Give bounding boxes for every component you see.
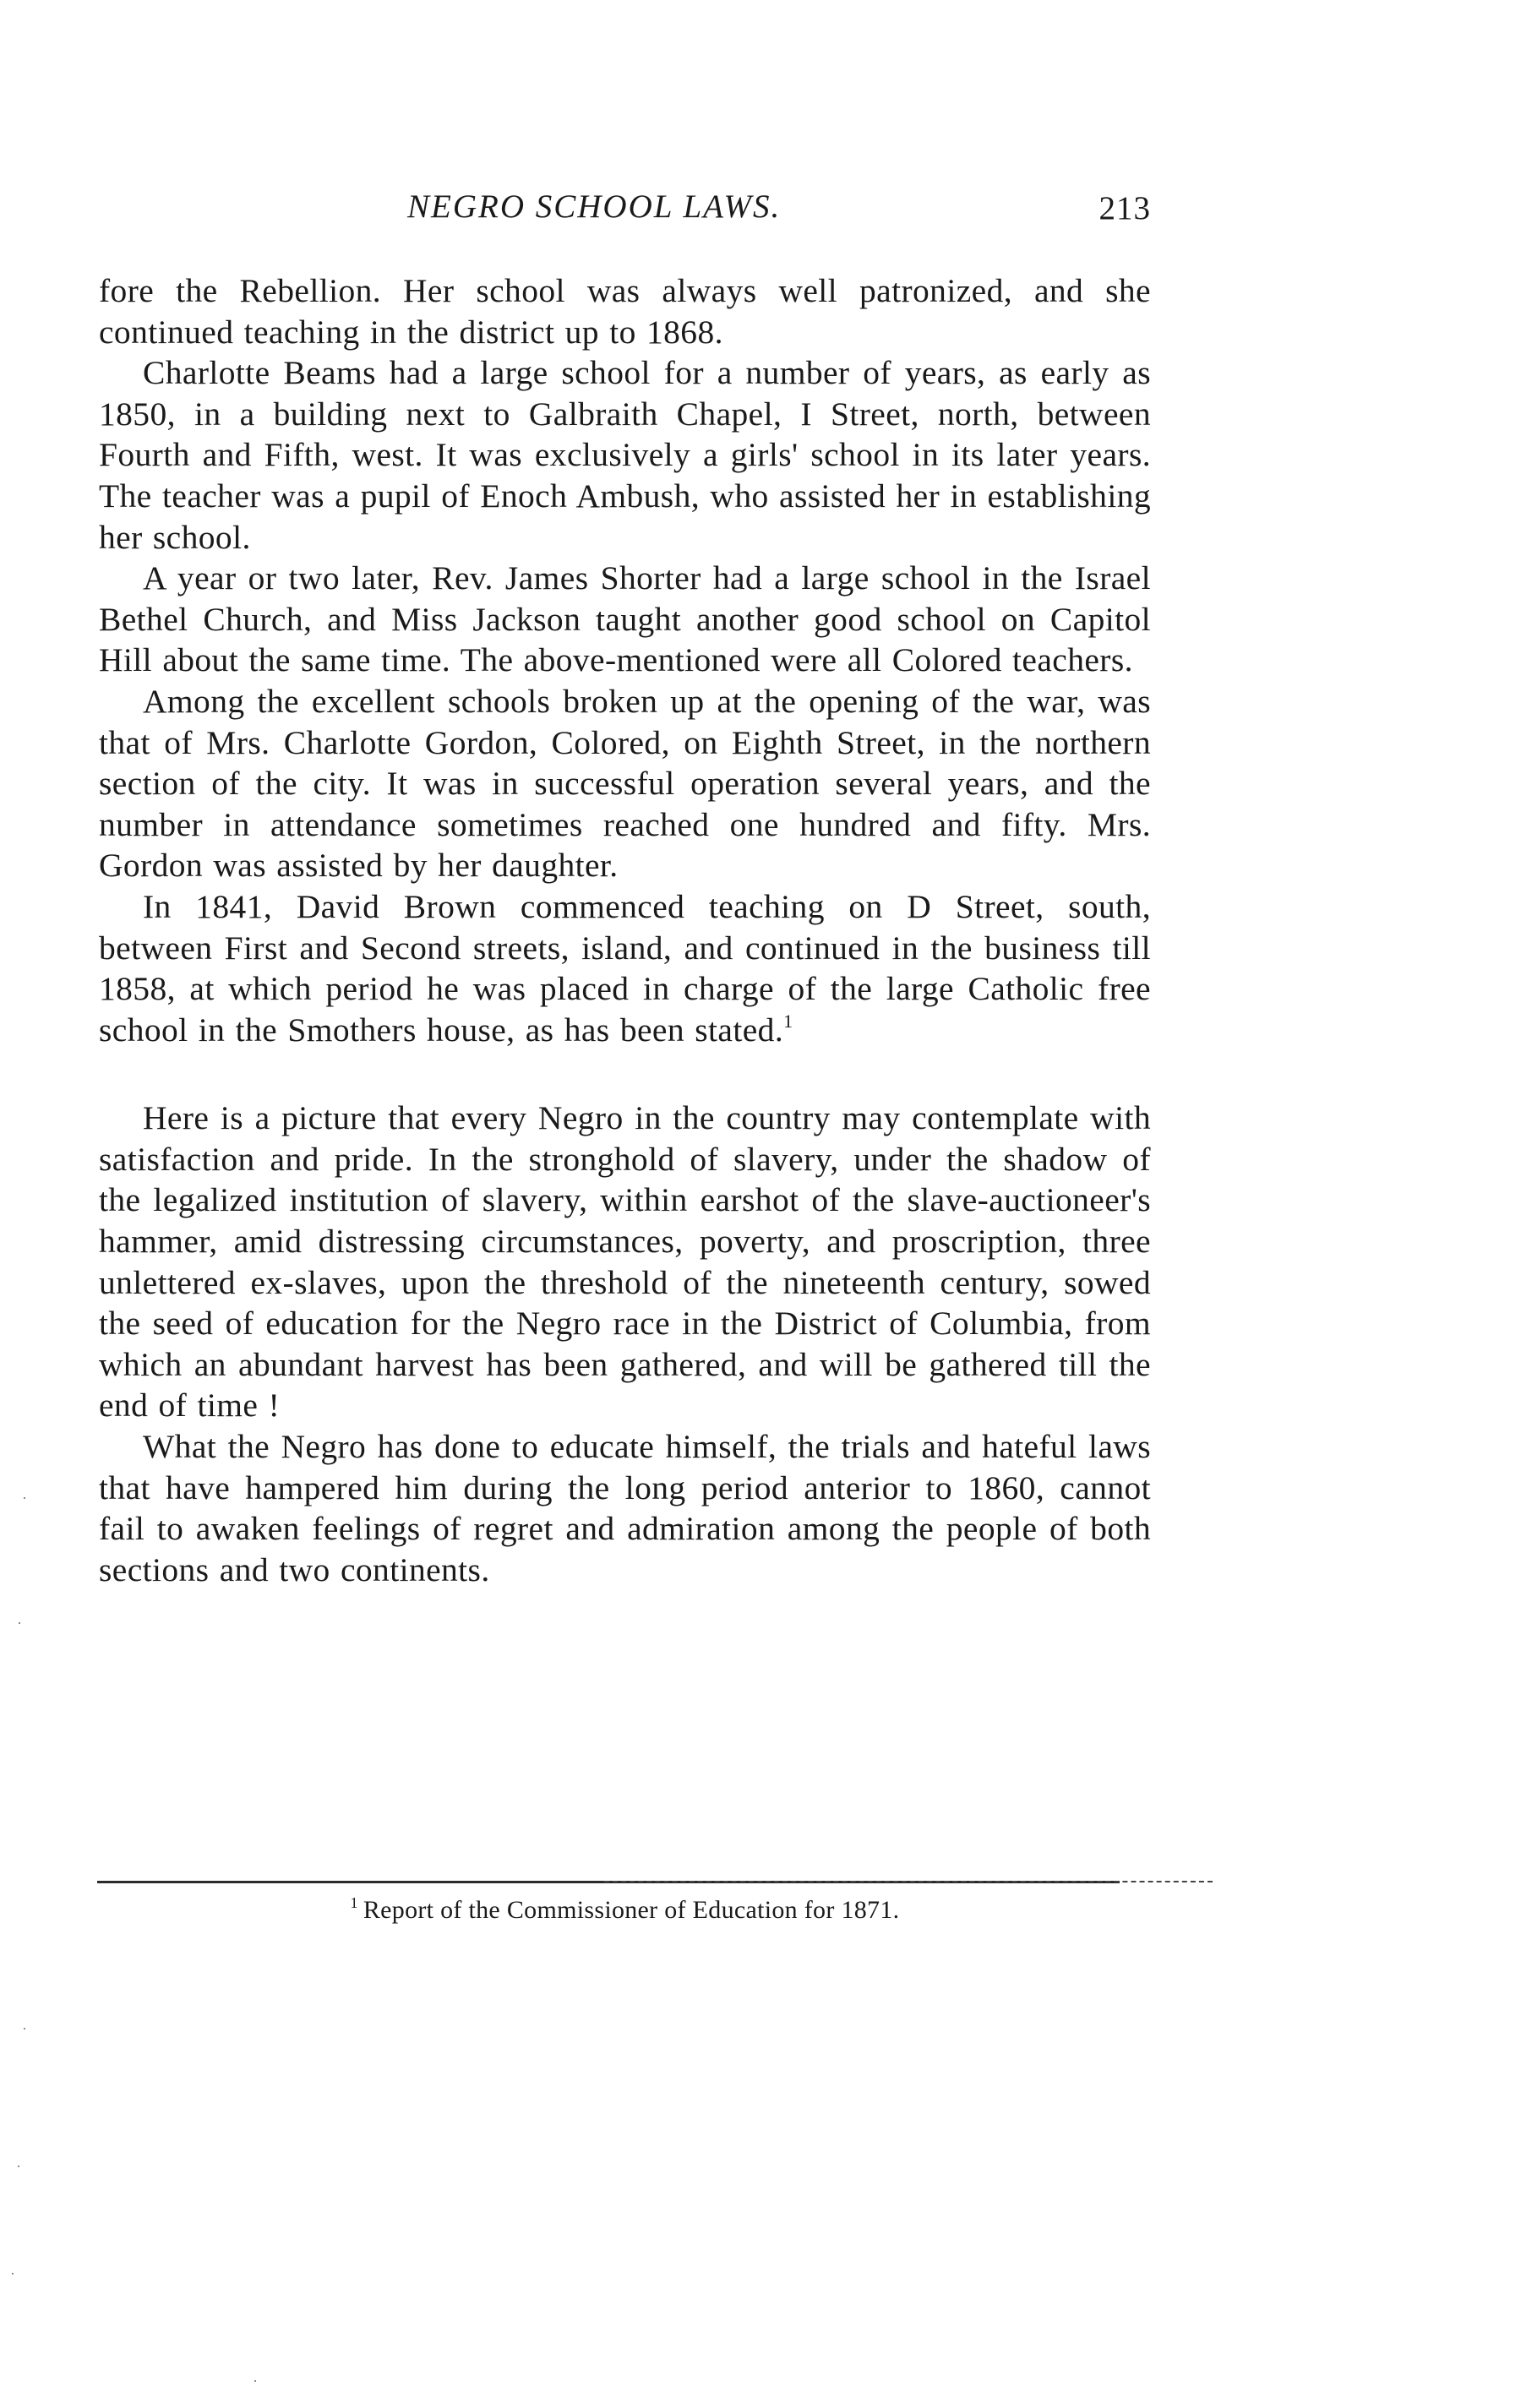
paragraph-david-brown bbox=[99, 886, 1151, 1050]
paragraph-charlotte-beams: Charlotte Beams had a large school for a number of years, as early as 1850, in a building next to Galbraith Chapel, I Street, north, between Fourth and Fifth, west. It was exclusively a girls' school in its later years. The teacher was a pupil of Enoch Ambush, who assisted her in establishing her school. bbox=[99, 354, 1151, 556]
scan-speck bbox=[24, 1497, 25, 1499]
paragraph-picture: Here is a picture that every Negro in the country may contemplate with satisfaction and pride. In the stronghold of slavery, under the shadow of the legalized institution of slavery, within earshot of the slave-auctioneer's hammer, amid distressing circumstances, poverty, and proscription, three unlettered ex-slaves, upon the threshold of the nineteenth century, sowed the seed of education for the Negro race in the District of Columbia, from which an abundant harvest has been gathered, and will be gathered till the end of time ! bbox=[99, 1099, 1151, 1425]
scan-speck bbox=[18, 2166, 19, 2167]
paragraph-what-the-negro: What the Negro has done to educate himself, the trials and hateful laws that have hampered him during the long period anterior to 1860, cannot fail to awaken feelings of regret and admiration among the people of both sections and two continents. bbox=[99, 1428, 1151, 1588]
scan-speck bbox=[24, 2028, 25, 2029]
paragraph-david-brown-text: In 1841, David Brown commenced teaching on D Street, south, between First and Second streets, island, and continued in the business till 1858, at which period he was placed in charge of the large Catholic free school in the Smothers house, as has been stated. bbox=[99, 887, 1151, 1049]
running-header bbox=[99, 188, 1151, 230]
scan-speck bbox=[12, 2273, 14, 2275]
footnote-reference[interactable]: 1 bbox=[783, 1010, 793, 1032]
body-text bbox=[99, 270, 1151, 1590]
paragraph-james-shorter: A year or two later, Rev. James Shorter had a large school in the Israel Bethel Church, and Miss Jackson taught another good school on Capitol Hill about the same time. The above-mentioned were all Colored teachers. bbox=[99, 559, 1151, 679]
scan-speck bbox=[19, 1622, 20, 1624]
footnote-text: Report of the Commissioner of Education for 1871. bbox=[363, 1896, 900, 1924]
page-number: 213 bbox=[1098, 190, 1151, 226]
paragraph-continuation: fore the Rebellion. Her school was always well patronized, and she continued teaching in the district up to 1868. bbox=[99, 272, 1151, 351]
running-title: NEGRO SCHOOL LAWS. bbox=[407, 188, 782, 225]
paragraph-charlotte-gordon: Among the excellent schools broken up at the opening of the war, was that of Mrs. Charlotte Gordon, Colored, on Eighth Street, in the northern section of the city. It was in successful operation several years, and the number in attendance sometimes reached one hundred and fifty. Mrs. Gordon was assisted by her daughter. bbox=[99, 682, 1151, 885]
footnote-divider bbox=[97, 1881, 1120, 1883]
footnote bbox=[99, 1896, 1151, 1925]
footnote-marker: 1 bbox=[350, 1894, 358, 1911]
scan-speck bbox=[254, 2380, 256, 2382]
